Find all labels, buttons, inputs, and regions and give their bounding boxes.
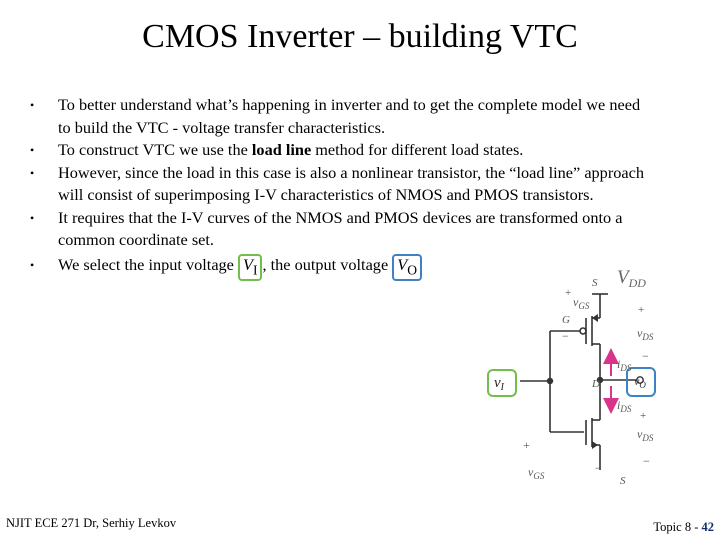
nmos-source-arrow-icon bbox=[592, 441, 598, 449]
input-voltage-subscript: I bbox=[252, 261, 258, 277]
bottom-vds-label: $v_{DS}$ bbox=[637, 427, 654, 443]
bullet-dot: • bbox=[30, 210, 35, 225]
bottom-vds-minus: − bbox=[643, 454, 650, 468]
bullet-text: However, since the load in this case is also a nonlinear transistor, the “load line” approach will consist of superimposing I-V characteristics of NMOS and PMOS transistors. bbox=[58, 162, 644, 204]
output-voltage-symbol: V bbox=[397, 254, 408, 274]
bottom-vds-plus: + bbox=[640, 410, 647, 422]
drain-node-label: D bbox=[592, 378, 600, 390]
footer-credit: NJIT ECE 271 Dr, Serhiy Levkov bbox=[6, 516, 177, 530]
pmos-source-arrow-icon bbox=[592, 314, 598, 322]
input-junction-dot bbox=[547, 378, 553, 384]
bullet-text: We select the input voltage bbox=[58, 254, 238, 274]
bottom-source-label: S bbox=[620, 475, 626, 487]
bottom-ids-label: $i_{DS}$ bbox=[617, 398, 632, 414]
bullet-dot: • bbox=[30, 98, 35, 112]
top-vgs-label: $v_{GS}$ bbox=[573, 295, 590, 311]
bullet-text: , the output voltage bbox=[262, 254, 393, 274]
top-gate-label: G bbox=[562, 314, 570, 326]
top-source-label: S bbox=[592, 277, 598, 289]
top-ids-label: $i_{DS}$ bbox=[617, 357, 632, 373]
input-voltage-label: $v_I$ bbox=[494, 375, 505, 393]
bullet-dot: • bbox=[30, 143, 35, 157]
bullet-text: method for different load states. bbox=[311, 140, 524, 159]
bullet-text: It requires that the I-V curves of the NMOS and PMOS devices are transformed onto a common coordinate set. bbox=[58, 207, 623, 249]
bullet-dot: • bbox=[30, 257, 35, 272]
bullet-dot: • bbox=[30, 165, 35, 180]
bullet-bold-text: load line bbox=[251, 140, 312, 159]
top-vds-label: $v_{DS}$ bbox=[637, 326, 654, 342]
page-number-value: 42 bbox=[701, 520, 714, 534]
bottom-vgs-plus: + bbox=[523, 438, 530, 452]
top-vgs-minus: − bbox=[562, 329, 569, 343]
input-voltage-symbol: V bbox=[242, 254, 253, 274]
vdd-label: $V_{DD}$ bbox=[617, 267, 646, 290]
bottom-vgs-minus: − bbox=[595, 461, 602, 475]
page-number bbox=[653, 520, 714, 535]
slide-title: CMOS Inverter – building VTC bbox=[142, 18, 578, 55]
page-prefix: Topic 8 - bbox=[653, 520, 702, 534]
top-vgs-plus: + bbox=[565, 287, 572, 299]
output-voltage-subscript: O bbox=[407, 261, 418, 277]
bottom-vgs-label: $v_{GS}$ bbox=[528, 465, 545, 481]
pmos-gate-bubble bbox=[580, 328, 586, 334]
bullet-text: To better understand what’s happening in inverter and to get the complete model we need to build the VTC - voltage transfer characteristics. bbox=[58, 95, 641, 137]
output-voltage-label: $v_O$ bbox=[634, 374, 646, 390]
top-vds-plus: + bbox=[638, 304, 645, 316]
top-vds-minus: − bbox=[642, 349, 649, 363]
bullet-text: To construct VTC we use the bbox=[58, 140, 252, 159]
